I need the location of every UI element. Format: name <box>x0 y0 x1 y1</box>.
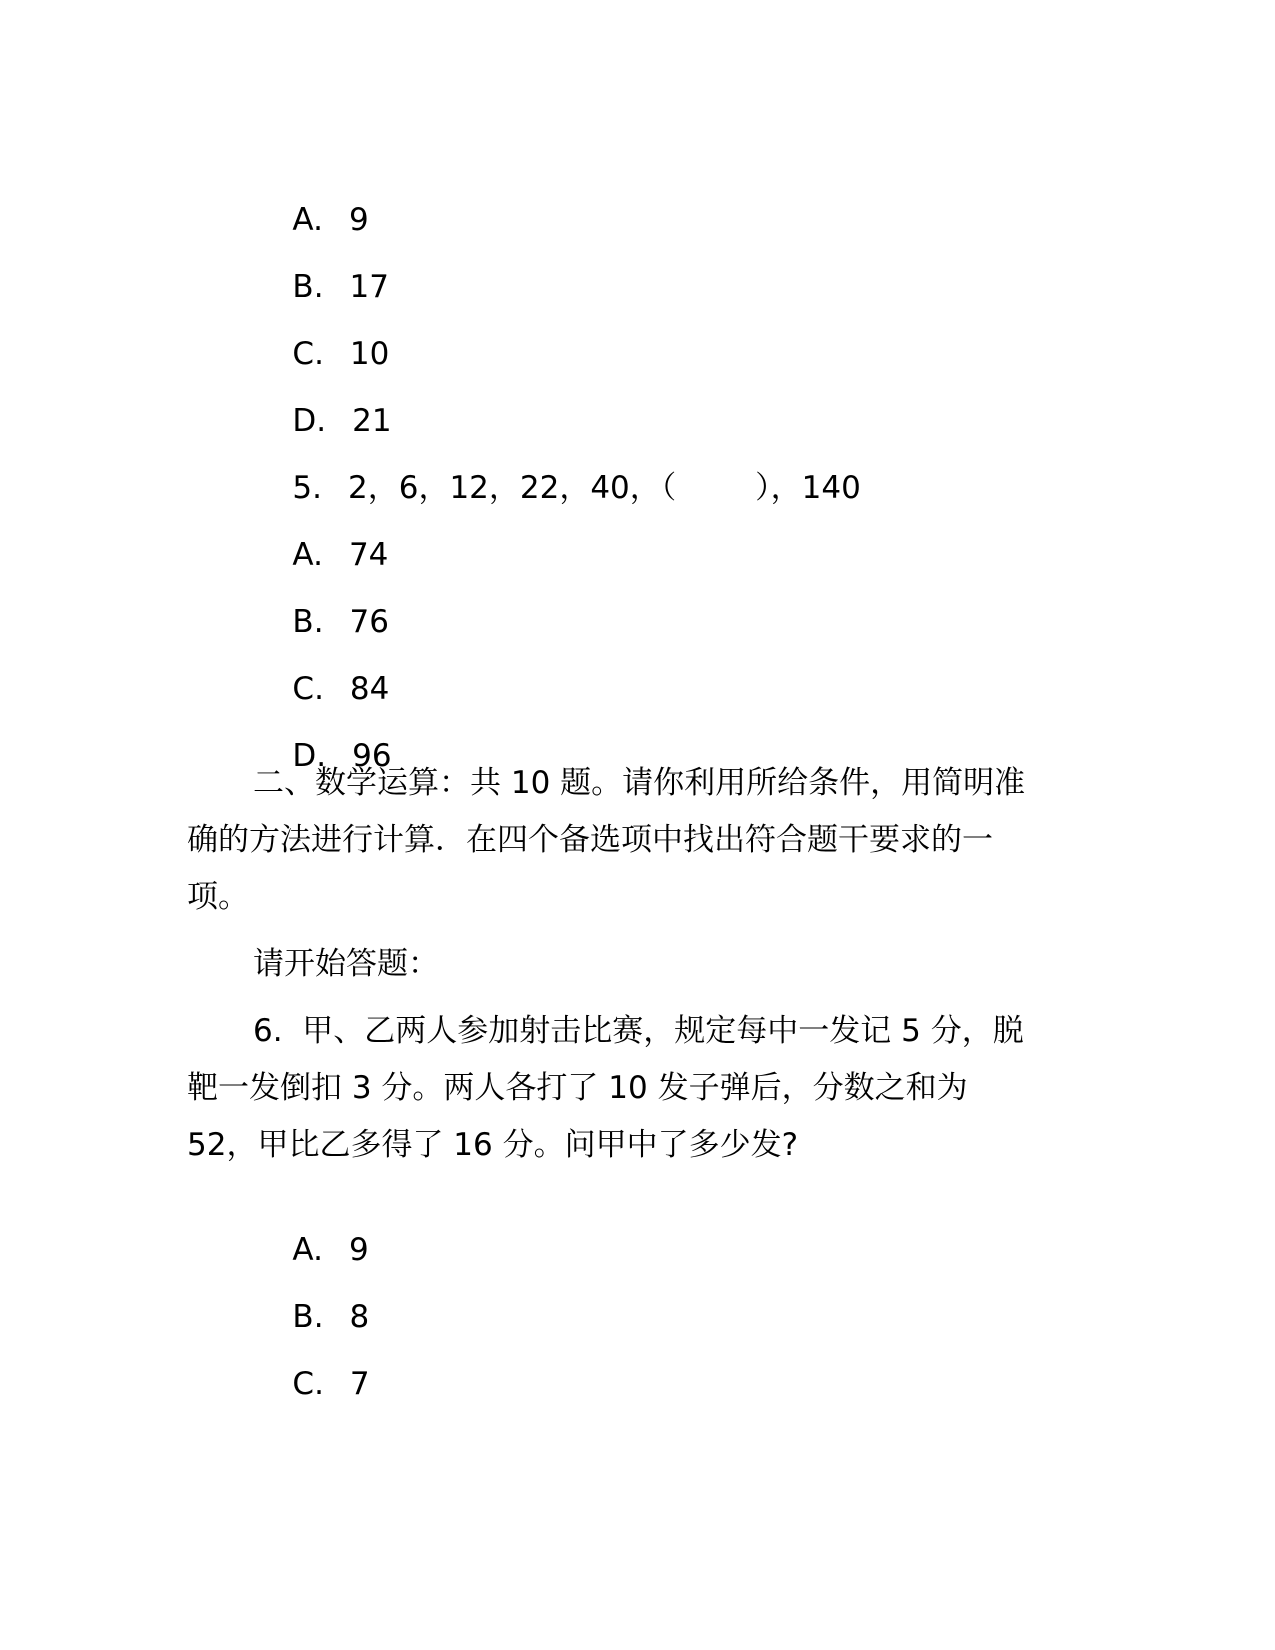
option-label: A. <box>292 202 323 238</box>
option-value: 74 <box>348 537 389 573</box>
option-value: 76 <box>349 604 389 640</box>
option-value: 84 <box>349 671 390 707</box>
option-value: 10 <box>349 336 390 372</box>
option-label: B. <box>292 604 324 640</box>
option-label: C. <box>292 1366 324 1402</box>
option-label: B. <box>292 269 324 305</box>
option-value: 9 <box>348 1232 369 1268</box>
option-value: 9 <box>348 202 369 238</box>
q6-stem-line3: 52，甲比乙多得了 16 分。问甲中了多少发? <box>187 1127 799 1163</box>
q6-option-c <box>253 1324 370 1444</box>
section2-intro-line1: 二、数学运算：共 10 题。请你利用所给条件，用简明准 <box>253 765 1026 801</box>
q6-stem-line2: 靶一发倒扣 3 分。两人各打了 10 发子弹后，分数之和为 <box>187 1070 968 1106</box>
start-prompt: 请开始答题： <box>253 946 439 982</box>
q6-stem-line1: 6. 甲、乙两人参加射击比赛，规定每中一发记 5 分，脱 <box>253 1013 1024 1049</box>
option-value: 21 <box>352 403 392 439</box>
option-label: A. <box>292 1232 323 1268</box>
option-label: A. <box>292 537 323 573</box>
question-text: 2，6，12，22，40，（ ），140 <box>348 470 861 506</box>
option-value: 7 <box>349 1366 370 1402</box>
section2-intro-line2: 确的方法进行计算．在四个备选项中找出符合题干要求的一 <box>187 822 993 858</box>
option-label: C. <box>292 336 324 372</box>
option-value: 8 <box>349 1299 370 1335</box>
option-label: C. <box>292 671 324 707</box>
section2-intro-line3: 项。 <box>187 879 249 915</box>
question-number: 5. <box>292 470 322 506</box>
option-label: D. <box>292 403 327 439</box>
option-value: 96 <box>352 738 392 774</box>
option-label: B. <box>292 1299 324 1335</box>
option-value: 17 <box>349 269 389 305</box>
option-label: D. <box>292 738 327 774</box>
